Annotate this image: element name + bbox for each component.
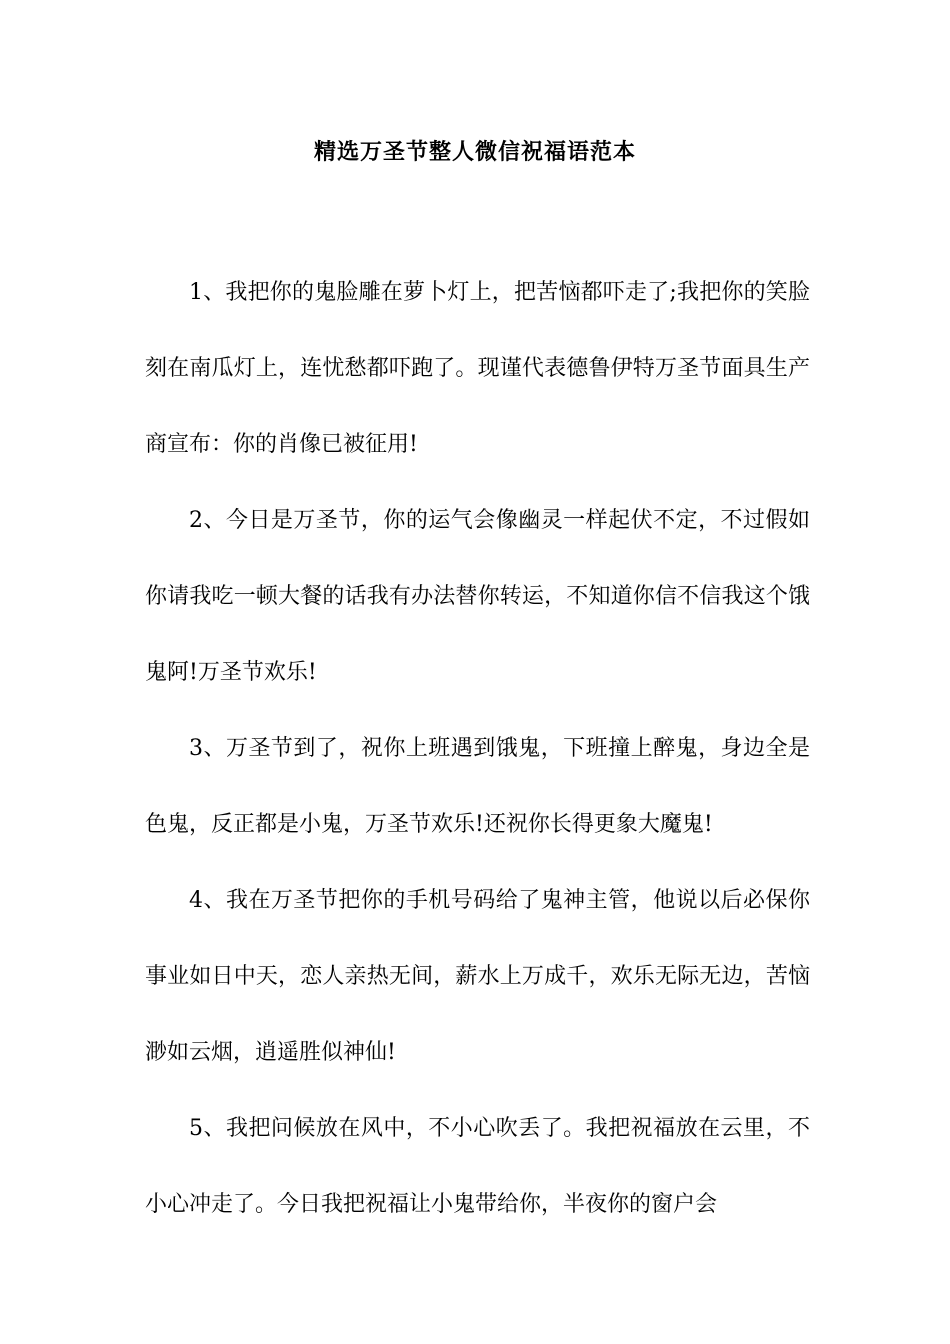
paragraph-5: 5、我把问候放在风中，不小心吹丢了。我把祝福放在云里，不小心冲走了。今日我把祝福让小鬼带给你，半夜你的窗户会 xyxy=(145,1116,810,1217)
paragraph-3: 3、万圣节到了，祝你上班遇到饿鬼，下班撞上醉鬼，身边全是色鬼，反正都是小鬼，万圣节欢乐!还祝你长得更象大魔鬼! xyxy=(145,736,810,837)
document-title: 精选万圣节整人微信祝福语范本 xyxy=(313,139,636,165)
paragraph-4: 4、我在万圣节把你的手机号码给了鬼神主管，他说以后必保你事业如日中天，恋人亲热无间，薪水上万成千，欢乐无际无边，苦恼渺如云烟，逍遥胜似神仙! xyxy=(145,888,810,1065)
paragraph-1: 1、我把你的鬼脸雕在萝卜灯上，把苦恼都吓走了;我把你的笑脸刻在南瓜灯上，连忧愁都吓跑了。现谨代表德鲁伊特万圣节面具生产商宣布：你的肖像已被征用! xyxy=(145,280,810,457)
document-body xyxy=(145,255,810,1243)
paragraph-2: 2、今日是万圣节，你的运气会像幽灵一样起伏不定，不过假如你请我吃一顿大餐的话我有办法替你转运，不知道你信不信我这个饿鬼阿!万圣节欢乐! xyxy=(145,508,810,685)
